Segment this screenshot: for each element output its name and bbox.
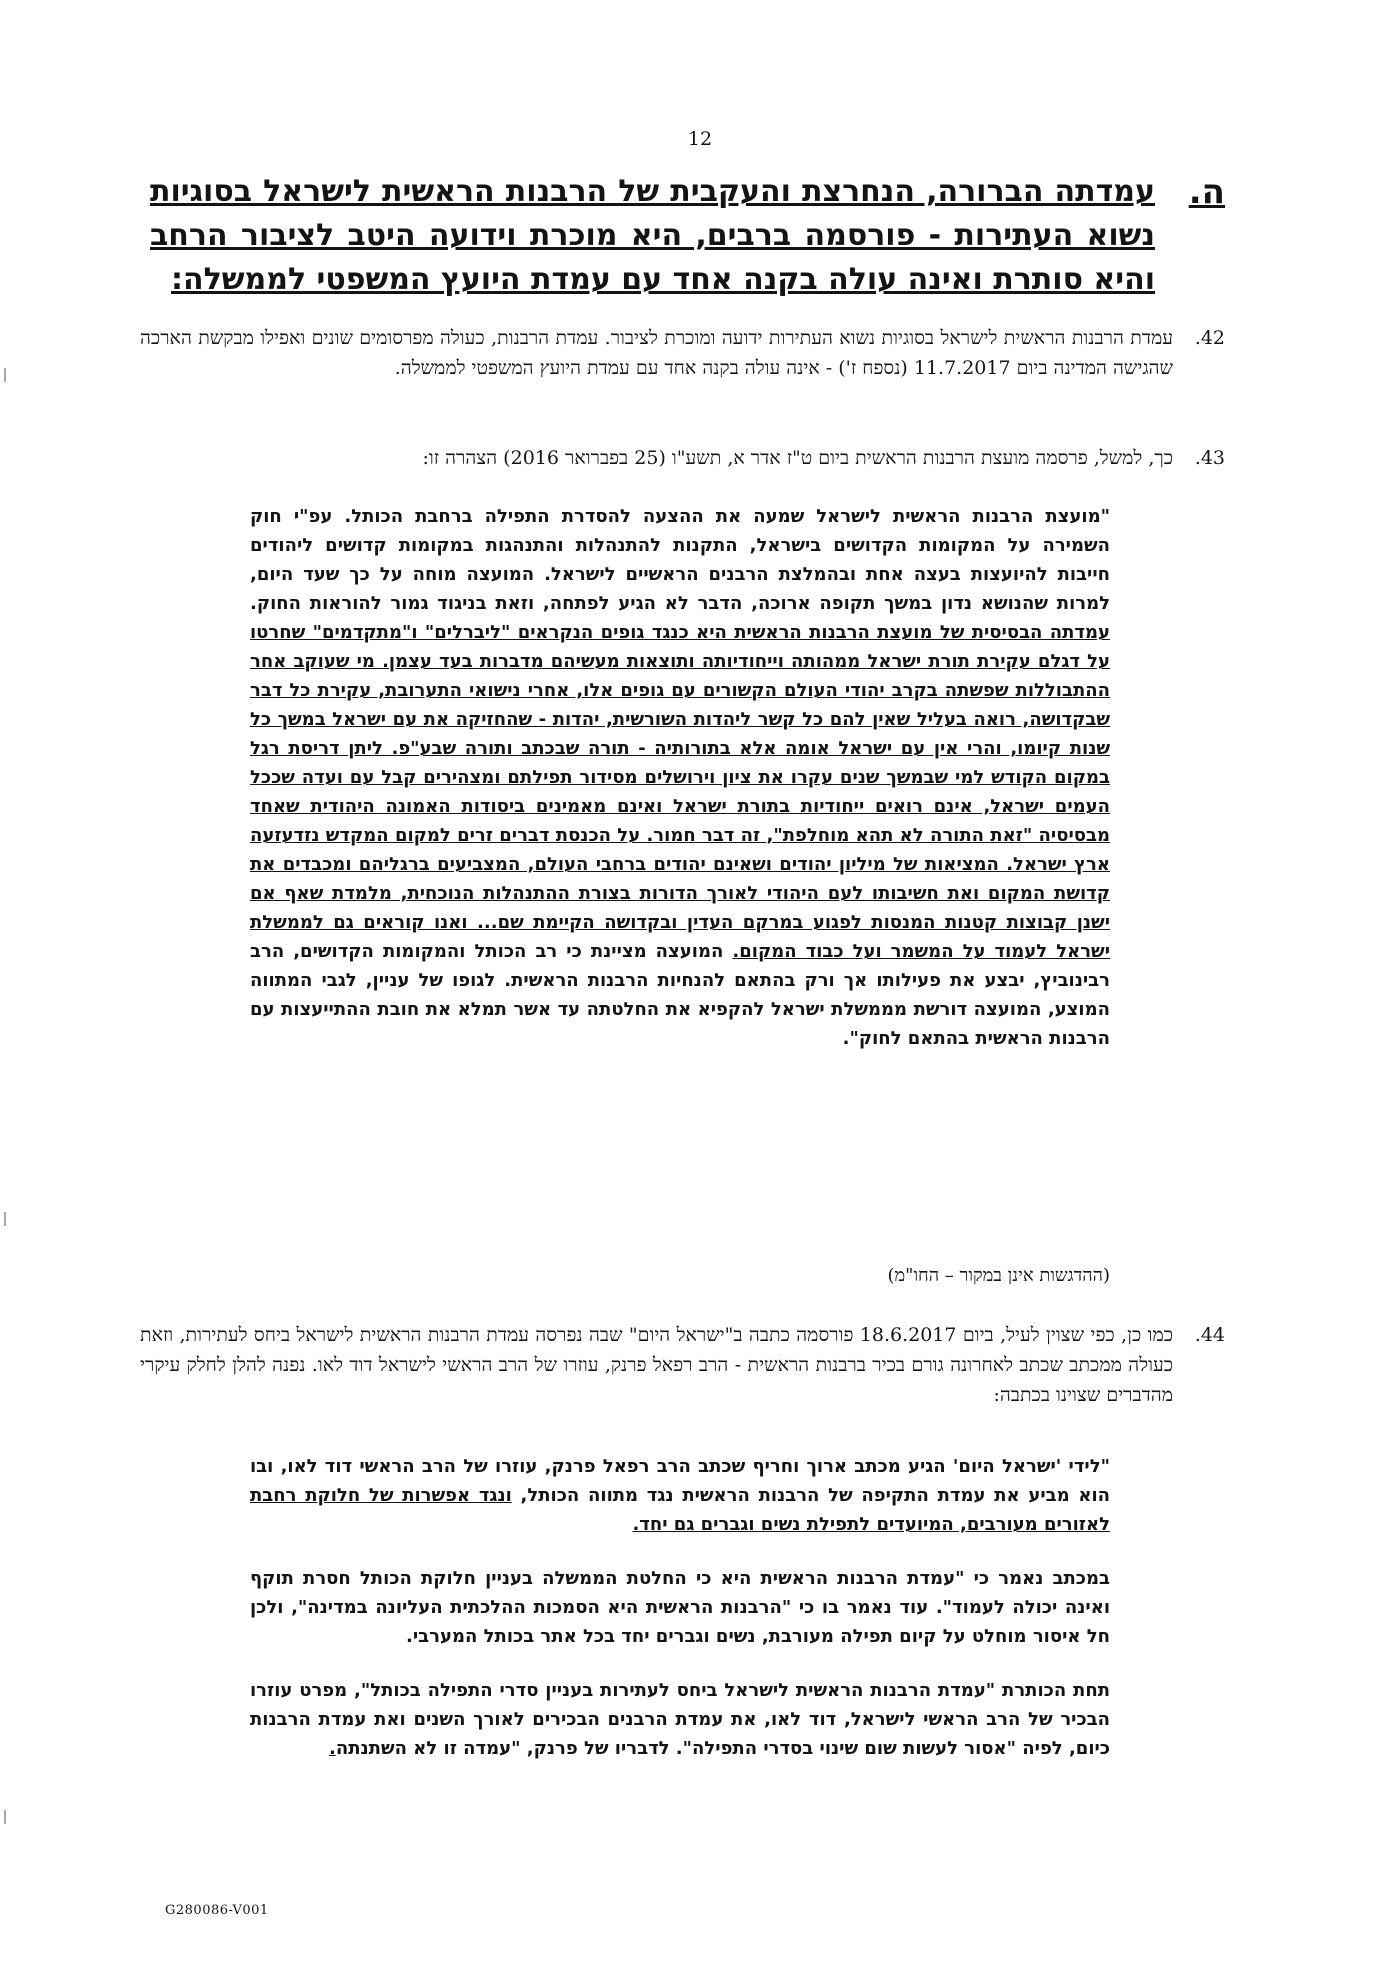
section-heading (150, 170, 1225, 302)
page-number: 12 (687, 128, 713, 150)
quote-underlined-text: ונגד אפשרות של חלוקת רחבת לאזורים מעורבים, המיועדים לתפילת נשים וגברים גם יחד. (250, 1485, 1110, 1535)
paragraph-43 (140, 443, 1225, 473)
quote-text: "מועצת הרבנות הראשית לישראל שמעה את ההצעה להסדרת התפילה ברחבת הכותל. עפ"י חוק השמירה על המקומות הקדושים בישראל, התקנות להתנהלות והתנהגות במקומות קדושים ליהודים חייבות להיועצות בעצה אחת ובהמלצת הרבנים הראשיים לישראל. המועצה מוחה על כך שעד היום, למרות שהנושא נדון במשך תקופה ארוכה, הדבר לא הגיע לפתחה, וזאת בניגוד גמור להוראות החוק. (250, 506, 1110, 614)
quote-underlined-text: . (329, 1738, 336, 1759)
paragraph-number: 44. (1194, 1324, 1225, 1346)
quote-text: תחת הכותרת "עמדת הרבנות הראשית לישראל ביחס לעתירות בעניין סדרי התפילה בכותל", מפרט עוזרו הבכיר של הרב הראשי לישראל, דוד לאו, את עמדת הרבנים הבכירים לאורך השנים ואת עמדת הרבנות כיום, לפיה "אסור לעשות שום שינוי בסדרי התפילה". לדבריו של פרנק, "עמדה זו לא השתנתה (250, 1680, 1110, 1759)
quote-text: "לידי 'ישראל היום' הגיע מכתב ארוך וחריף שכתב הרב רפאל פרנק, עוזרו של הרב הראשי דוד לאו, ובו הוא מביע את עמדת התקיפה של הרבנות הראשית נגד מתווה הכותל, (250, 1456, 1110, 1506)
document-code: G280086-V001 (165, 1903, 269, 1918)
quote-council-statement (250, 502, 1110, 1053)
margin-scan-mark (4, 1810, 6, 1824)
paragraph-42 (140, 323, 1225, 383)
margin-scan-mark (4, 368, 6, 382)
quote-paragraph: במכתב נאמר כי "עמדת הרבנות הראשית היא כי החלטת הממשלה בעניין חלוקת הכותל חסרת תוקף ואינה יכולה לעמוד". עוד נאמר בו כי "הרבנות הראשית היא הסמכות ההלכתית העליונה במדינה", ולכן חל איסור מוחלט על קיום תפילה מעורבת, נשים וגברים יחד בכל אתר בכותל המערבי. (250, 1568, 1110, 1647)
paragraph-number: 43. (1194, 447, 1225, 469)
margin-scan-mark (4, 1212, 6, 1226)
quote-text: המועצה מציינת כי רב הכותל והמקומות הקדושים, הרב רבינוביץ, יבצע את פעילותו אך ורק בהתאם להנחיות הרבנות הראשית. לגופו של עניין, לגבי המתווה המוצע, המועצה דורשת מממשלת ישראל להקפיא את החלטתה עד אשר תמלא את חובת ההתייעצות עם הרבנות הראשית בהתאם לחוק". (250, 941, 1110, 1049)
paragraph-text: כמו כן, כפי שצוין לעיל, ביום 18.6.2017 פורסמה כתבה ב"ישראל היום" שבה נפרסה עמדת הרבנות הראשית לישראל ביחס לעתירות, וזאת כעולה ממכתב שכתב לאחרונה גורם בכיר ברבנות הראשית - הרב רפאל פרנק, עוזרו של הרב הראשי לישראל דוד לאו. נפנה להלן לחלק עיקרי מהדברים שצוינו בכתבה: (140, 1324, 1174, 1406)
paragraph-44 (140, 1320, 1225, 1410)
quote-paragraph (250, 1676, 1110, 1763)
paragraph-text: עמדת הרבנות הראשית לישראל בסוגיות נשוא העתירות ידועה ומוכרת לציבור. עמדת הרבנות, כעולה מפרסומים שונים ואפילו מבקשת הארכה שהגישה המדינה ביום 11.7.2017 (נספח ז') - אינה עולה בקנה אחד עם עמדת היועץ המשפטי לממשלה. (140, 327, 1173, 379)
section-title: עמדתה הברורה, הנחרצת והעקבית של הרבנות הראשית לישראל בסוגיות נשוא העתירות - פורסמה ברבים, היא מוכרת וידועה היטב לציבור הרחב והיא סותרת ואינה עולה בקנה אחד עם עמדת היועץ המשפטי לממשלה: (150, 174, 1155, 297)
emphasis-note: (ההדגשות אינן במקור – החו"מ) (887, 1265, 1110, 1286)
quote-paragraph (250, 1452, 1110, 1539)
quote-underlined-text: עמדתה הבסיסית של מועצת הרבנות הראשית היא כנגד גופים הנקראים "ליברלים" ו"מתקדמים" שחרטו על דגלם עקירת תורת ישראל ממהותה וייחודיותה ותוצאות מעשיהם מדברות בעד עצמן. מי שעוקב אחר ההתבוללות שפשתה בקרב יהודי העולם הקשורים עם גופים אלו, אחרי נישואי התערובת, עקירת כל דבר שבקדושה, רואה בעליל שאין להם כל קשר ליהדות השורשית, יהדות - שהחזיקה את עם ישראל במשך כל שנות קיומו, והרי אין עם ישראל אומה אלא בתורותיה - תורה שבכתב ותורה שבע"פ. ליתן דריסת רגל במקום הקודש למי שבמשך שנים עקרו את ציון וירושלים מסידור תפילתם ומצהירים קבל עם ועדה שככל העמים ישראל, אינם רואים ייחודיות בתורת ישראל ואינם מאמינים ביסודות האמונה היהודית שאחד מבסיסיה "זאת התורה לא תהא מוחלפת", זה דבר חמור. על הכנסת דברים זרים למקום המקדש נזדעזעה ארץ ישראל. המציאות של מיליון יהודים ושאינם יהודים ברחבי העולם, המצביעים ברגליהם ומכבדים את קדושת המקום ואת חשיבותו לעם היהודי לאורך הדורות בצורת ההתנהלות הנוכחית, מלמדת שאף אם ישנן קבוצות קטנות המנסות לפגוע במרקם העדין ובקדושה הקיימת שם... ואנו קוראים גם לממשלת ישראל לעמוד על המשמר ועל כבוד המקום. (250, 622, 1110, 962)
paragraph-number: 42. (1194, 327, 1225, 349)
section-letter: ה. (1188, 172, 1225, 212)
quote-israel-hayom (250, 1452, 1110, 1763)
paragraph-text: כך, למשל, פרסמה מועצת הרבנות הראשית ביום ט"ז אדר א, תשע"ו (25 בפברואר 2016) הצהרה זו: (422, 447, 1173, 469)
